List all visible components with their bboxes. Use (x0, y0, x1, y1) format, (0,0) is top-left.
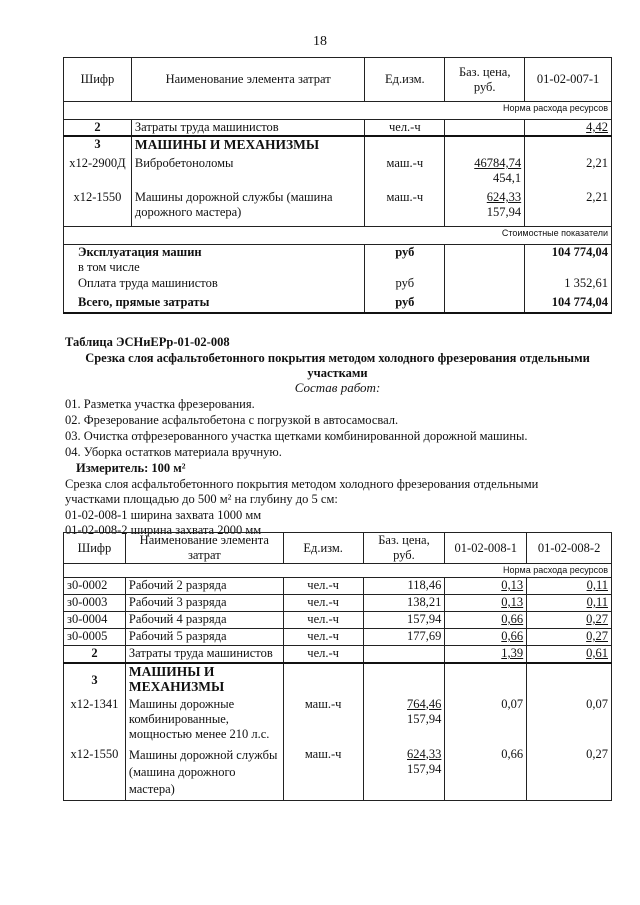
table-row: х12-1550 Машины дорожной службы (машина дорожного мастера) маш.-ч 624,33 157,94 0,66 0,27 (64, 747, 612, 801)
col-header-code-value: 01-02-007-1 (525, 58, 612, 102)
table-row: з0-0005 Рабочий 5 разряда чел.-ч 177,69 0,66 0,27 (64, 629, 612, 646)
table-row: х12-1341 Машины дорожные комбинированные, мощностью менее 210 л.с. маш.-ч 764,46 157,94 0,07 0,07 (64, 697, 612, 747)
col-header-code: Шифр (64, 58, 132, 102)
section-title: Срезка слоя асфальтобетонного покрытия методом холодного фрезерования отдельными (85, 351, 590, 365)
table-row: х12-1550 Машины дорожной службы (машина дорожного мастера) маш.-ч 624,33 157,94 2,21 (64, 190, 612, 226)
table-row: з0-0003 Рабочий 3 разряда чел.-ч 138,21 0,13 0,11 (64, 595, 612, 612)
work-item: 01. Разметка участка фрезерования. (65, 397, 255, 411)
cost-row: Всего, прямые затраты руб 104 774,04 (64, 295, 612, 313)
table-row: 2 Затраты труда машинистов чел.-ч 4,42 (64, 120, 612, 137)
table-row: 3 МАШИНЫ И МЕХАНИЗМЫ (64, 136, 612, 156)
table-id: Таблица ЭСНиЕРр-01-02-008 (65, 335, 230, 349)
col-header-name: Наименование элемента затрат (131, 58, 365, 102)
table-header-row: Шифр Наименование элемента затрат Ед.изм. Баз. цена, руб. 01-02-008-1 01-02-008-2 (64, 533, 612, 564)
resource-table-1 (63, 57, 612, 314)
table-row: х12-2900Д Вибробетоноломы маш.-ч 46784,74 454,1 2,21 (64, 156, 612, 190)
table-row: 2 Затраты труда машинистов чел.-ч 1,39 0,61 (64, 646, 612, 663)
table-row: з0-0004 Рабочий 4 разряда чел.-ч 157,94 0,66 0,27 (64, 612, 612, 629)
description: Срезка слоя асфальтобетонного покрытия методом холодного фрезерования отдельными (65, 477, 539, 491)
section-row: Норма расхода ресурсов (64, 564, 612, 578)
works-heading: Состав работ: (294, 380, 381, 395)
page-number: 18 (313, 34, 327, 49)
section-costs-label: Стоимостные показатели (64, 226, 612, 244)
section-row (64, 102, 612, 120)
resource-table-2 (63, 532, 612, 801)
meter: Измеритель: 100 м² (76, 461, 186, 475)
section-norms-label: Норма расхода ресурсов (64, 102, 612, 120)
table-header-row (64, 58, 612, 102)
work-item: 03. Очистка отфрезерованного участка щетками комбинированной дорожной машины. (65, 429, 528, 443)
section-row (64, 226, 612, 244)
work-item: 02. Фрезерование асфальтобетона с погрузкой в автосамосвал. (65, 413, 399, 427)
cost-row: Оплата труда машинистов руб 1 352,61 (64, 276, 612, 295)
work-item: 04. Уборка остатков материала вручную. (65, 445, 282, 459)
section-title-cont: участками (307, 366, 368, 380)
variant-1: 01-02-008-1 ширина захвата 1000 мм (65, 508, 262, 522)
col-header-price: Баз. цена, руб. (445, 58, 525, 102)
table-row: з0-0002 Рабочий 2 разряда чел.-ч 118,46 0,13 0,11 (64, 578, 612, 595)
variant-2: 01-02-008-2 ширина захвата 2000 мм (65, 523, 262, 537)
cost-row: Эксплуатация машин в том числе руб 104 774,04 (64, 244, 612, 276)
col-header-unit: Ед.изм. (365, 58, 445, 102)
description-cont: участками площадью до 500 м² на глубину до 5 см: (65, 492, 338, 506)
table-row: 3 МАШИНЫ И МЕХАНИЗМЫ (64, 663, 612, 697)
